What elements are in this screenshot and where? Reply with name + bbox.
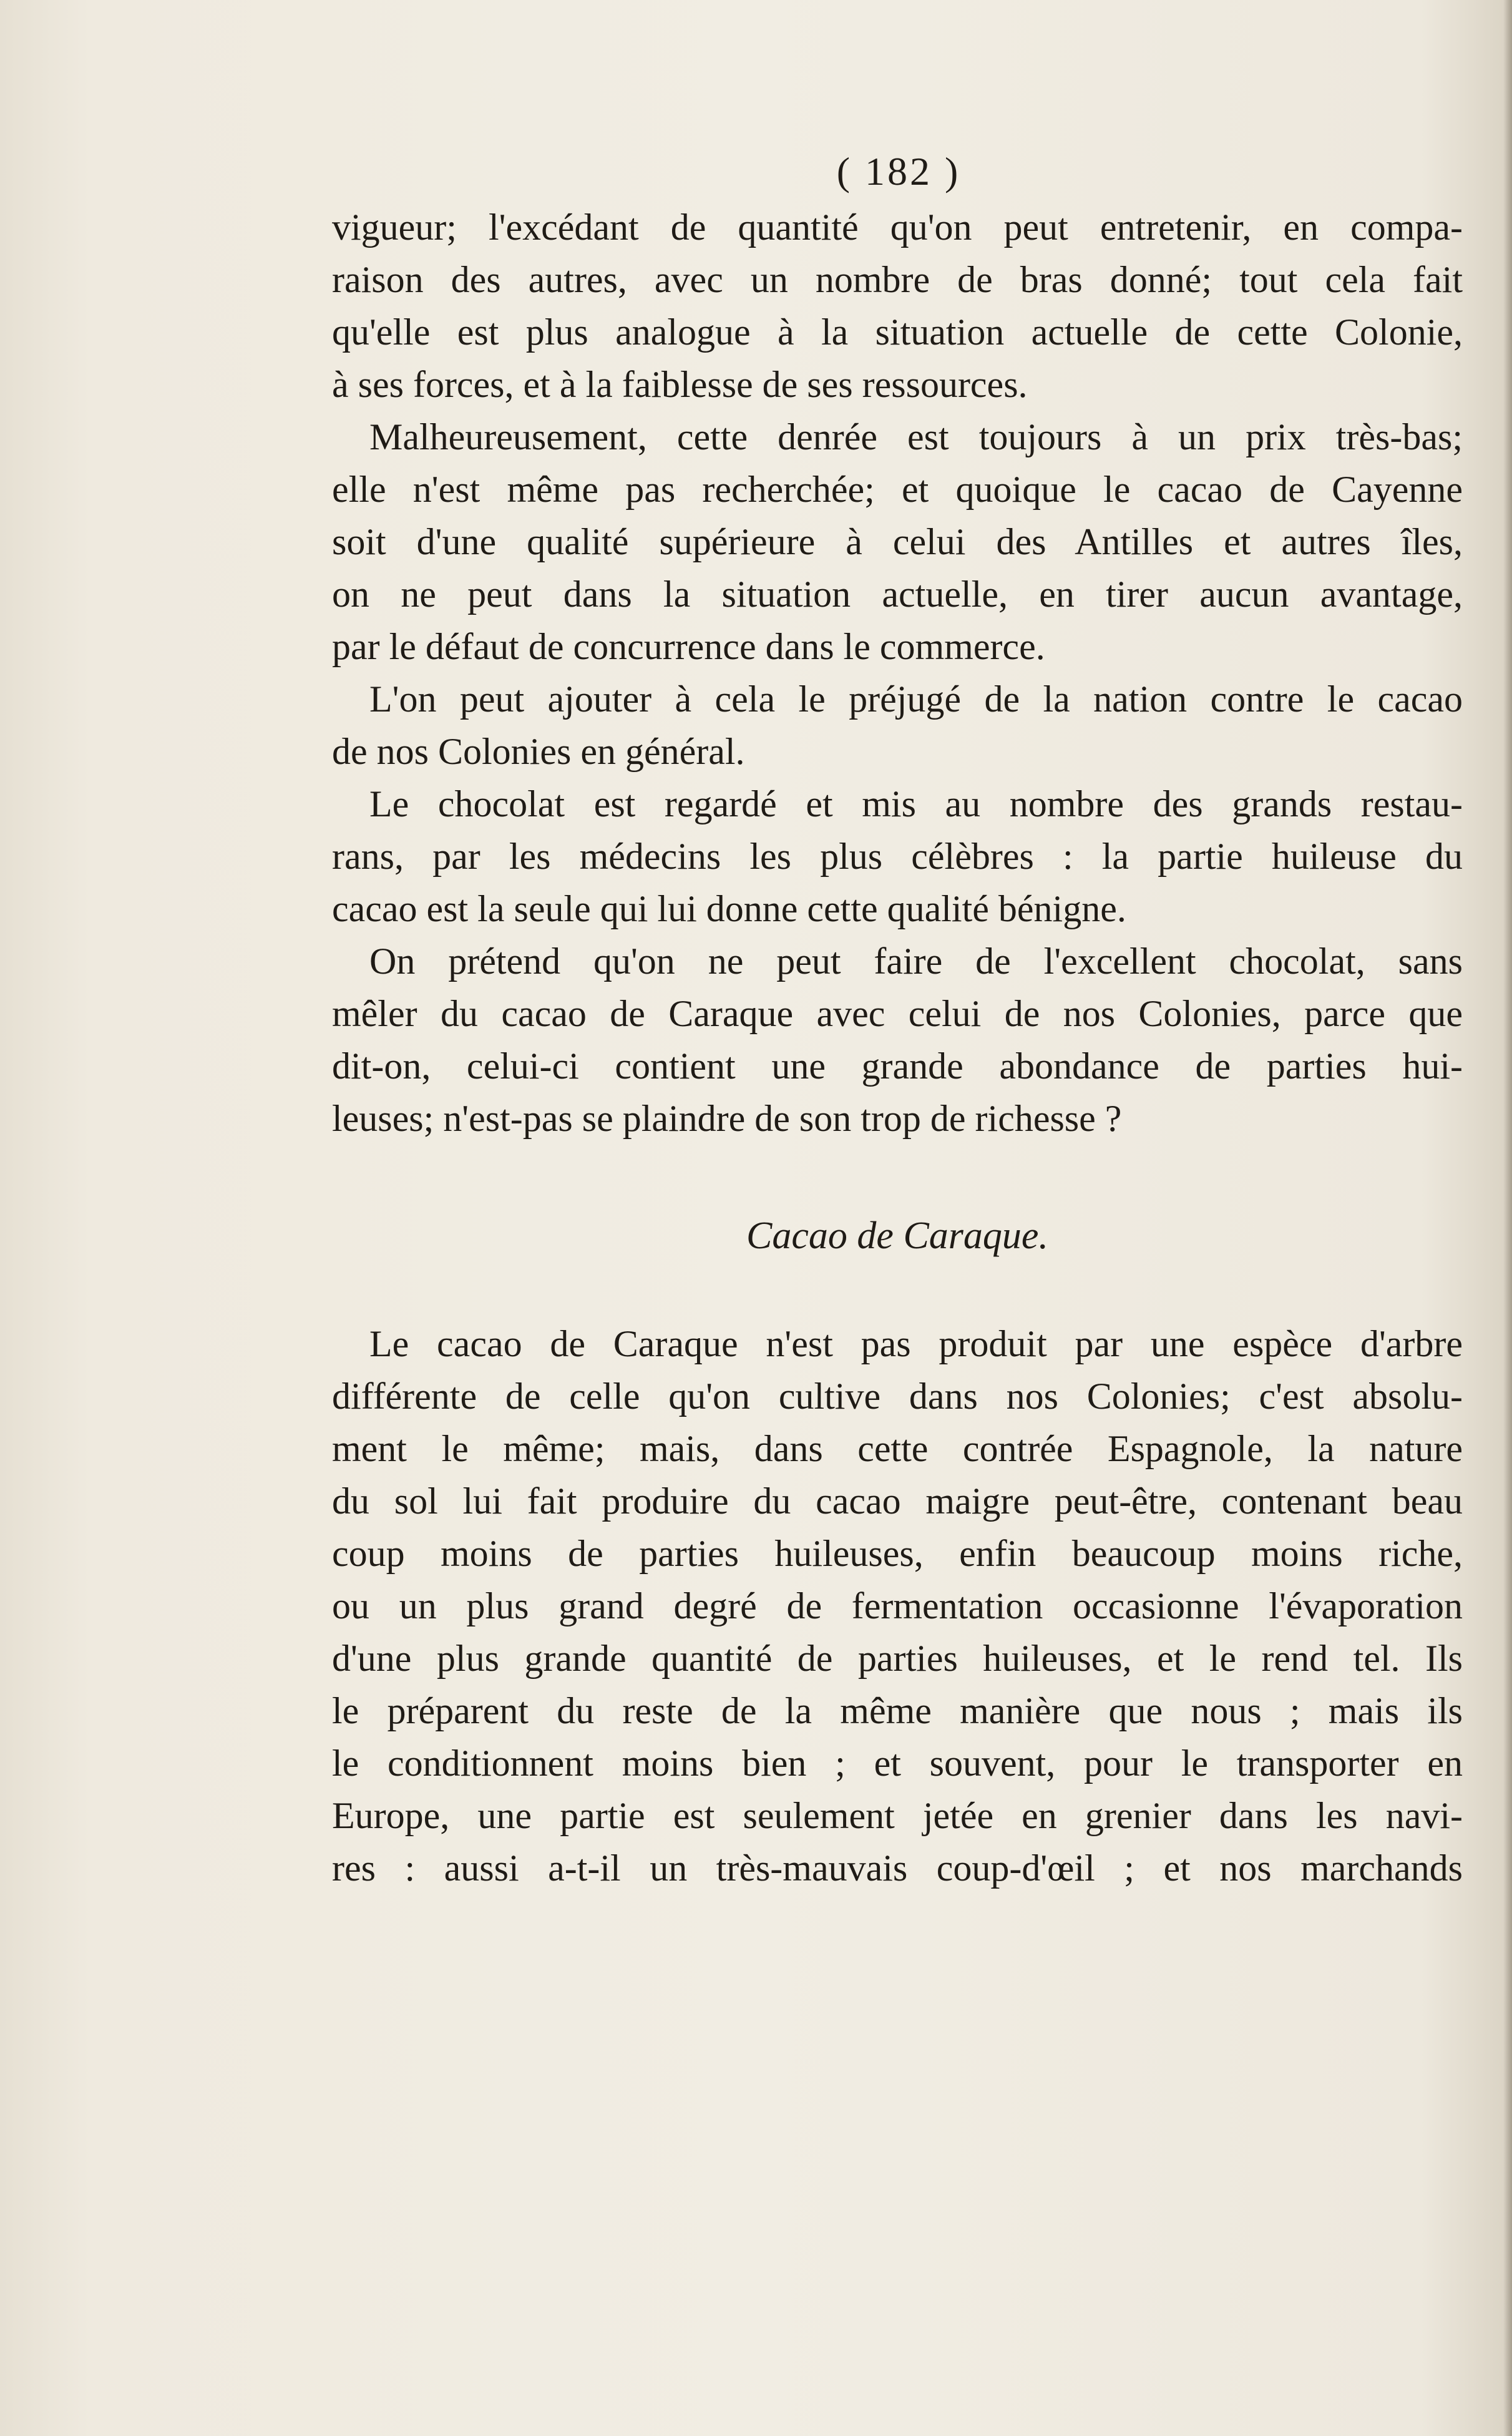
text-line: On prétend qu'on ne peut faire de l'excellent chocolat, sans	[369, 941, 1463, 982]
text-line: par le défaut de concurrence dans le commerce.	[332, 626, 1045, 667]
text-line: cacao est la seule qui lui donne cette qualité bénigne.	[332, 888, 1126, 929]
text-line: à ses forces, et à la faiblesse de ses ressources.	[332, 364, 1028, 405]
text-line: qu'elle est plus analogue à la situation actuelle de cette Colonie,	[332, 311, 1463, 353]
text-line: le préparent du reste de la même manière que nous ; mais ils	[332, 1690, 1463, 1731]
text-line: le conditionnent moins bien ; et souvent, pour le transporter en	[332, 1743, 1463, 1784]
text-line: soit d'une qualité supérieure à celui des Antilles et autres îles,	[332, 521, 1463, 562]
text-block-bottom	[332, 1318, 1463, 1894]
text-line: vigueur; l'excédant de quantité qu'on peut entretenir, en compa-	[332, 207, 1463, 248]
text-line: leuses; n'est-pas se plaindre de son trop de richesse ?	[332, 1098, 1122, 1139]
text-block-top	[332, 201, 1463, 1145]
text-line: différente de celle qu'on cultive dans nos Colonies; c'est absolu-	[332, 1376, 1463, 1417]
text-line: on ne peut dans la situation actuelle, en tirer aucun avantage,	[332, 574, 1463, 615]
text-line: dit-on, celui-ci contient une grande abondance de parties hui-	[332, 1045, 1463, 1087]
text-line: ou un plus grand degré de fermentation occasionne l'évaporation	[332, 1585, 1463, 1626]
text-line: d'une plus grande quantité de parties huileuses, et le rend tel. Ils	[332, 1638, 1463, 1679]
text-line: res : aussi a-t-il un très-mauvais coup-d'œil ; et nos marchands	[332, 1847, 1463, 1889]
text-line: Europe, une partie est seulement jetée en grenier dans les navi-	[332, 1795, 1463, 1836]
text-line: coup moins de parties huileuses, enfin beaucoup moins riche,	[332, 1533, 1463, 1574]
text-line: raison des autres, avec un nombre de bras donné; tout cela fait	[332, 259, 1463, 300]
section-heading: Cacao de Caraque.	[746, 1215, 1048, 1257]
text-line: Le cacao de Caraque n'est pas produit par une espèce d'arbre	[369, 1323, 1463, 1364]
page-edge-shadow	[1503, 0, 1512, 2436]
text-line: rans, par les médecins les plus célèbres : la partie huileuse du	[332, 836, 1463, 877]
text-line: du sol lui fait produire du cacao maigre peut-être, contenant beau	[332, 1480, 1463, 1522]
text-line: elle n'est même pas recherchée; et quoique le cacao de Cayenne	[332, 469, 1463, 510]
text-line: Malheureusement, cette denrée est toujours à un prix très-bas;	[369, 416, 1463, 457]
text-line: Le chocolat est regardé et mis au nombre des grands restau-	[369, 783, 1463, 824]
text-line: L'on peut ajouter à cela le préjugé de la nation contre le cacao	[369, 678, 1463, 720]
text-line: de nos Colonies en général.	[332, 731, 745, 772]
text-line: mêler du cacao de Caraque avec celui de nos Colonies, parce que	[332, 993, 1463, 1034]
page-number: ( 182 )	[836, 149, 961, 193]
text-line: ment le même; mais, dans cette contrée Espagnole, la nature	[332, 1428, 1463, 1469]
